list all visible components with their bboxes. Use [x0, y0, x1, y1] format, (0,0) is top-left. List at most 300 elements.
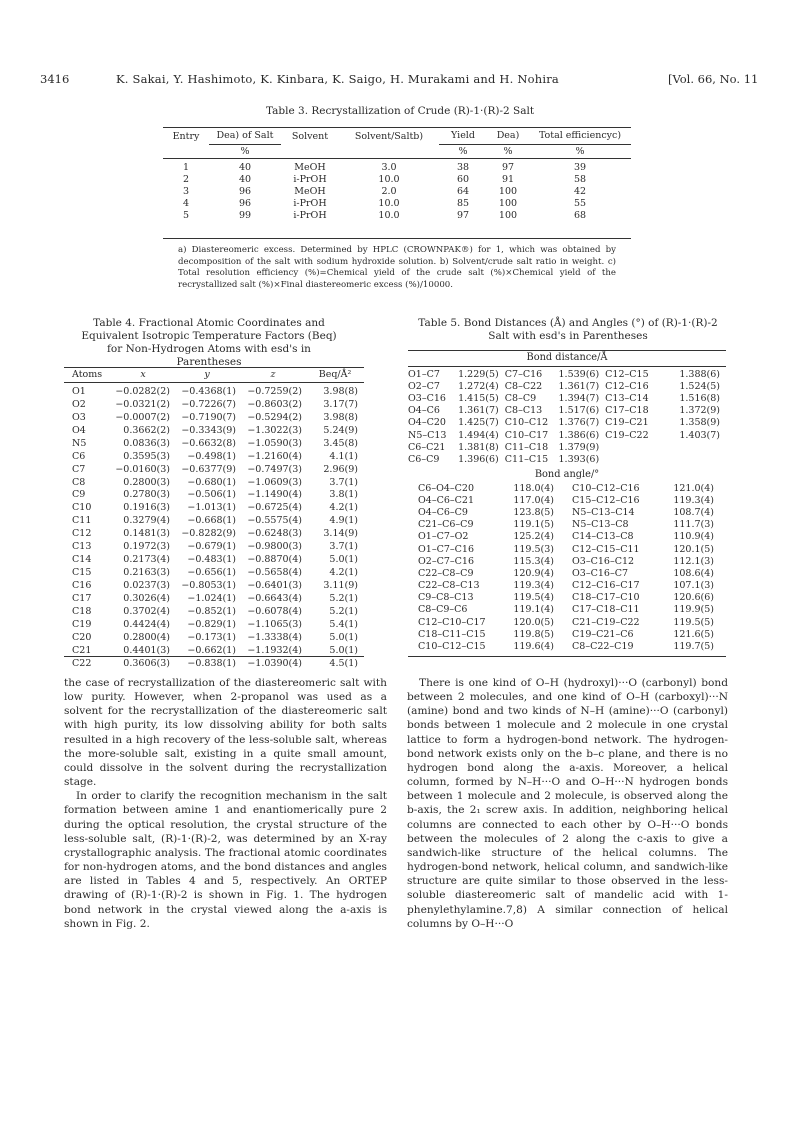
angle-label: O3–C16–C7 — [572, 567, 629, 579]
coordinate-cell: 0.3595(3) — [123, 450, 170, 462]
paragraph: the case of recrystallization of the diastereomeric salt with low purity. However, when 2-propanol was used as a solvent for the recrystallization of the diastereomeric salt with high purity, its low dissolving ability for both salts resulted in a high recovery of the less-soluble salt, whereas the more-soluble salt, existing in a quite small amount, could dissolve in the solvent during the recrystallization stage. — [64, 677, 387, 789]
table-row — [64, 566, 364, 579]
body-left-column — [64, 676, 387, 931]
table-row — [64, 618, 364, 631]
bond-label: C8–C22 — [504, 380, 543, 392]
angle-value: 119.8(5) — [513, 628, 554, 640]
angle-value: 112.1(3) — [673, 555, 714, 567]
bond-label: O4–C6 — [408, 405, 440, 417]
body-right-column — [407, 676, 728, 931]
coordinate-cell: 3.45(8) — [323, 437, 358, 449]
angle-value: 121.0(4) — [673, 482, 714, 494]
angle-label: O3–C16–C12 — [572, 555, 635, 567]
coordinate-cell: 0.3662(2) — [123, 424, 170, 436]
atom-label: C21 — [72, 644, 92, 656]
bond-label: C11–C18 — [504, 441, 549, 453]
bond-distance: 1.372(9) — [679, 405, 720, 417]
table3-bottom-rule — [163, 238, 631, 239]
table-row — [408, 429, 726, 441]
coordinate-cell: 0.1972(3) — [123, 541, 170, 553]
angle-label: C9–C8–C13 — [418, 592, 474, 604]
coordinate-cell: −0.7497(3) — [247, 463, 302, 475]
bond-label: C6–C9 — [408, 453, 440, 465]
atom-label: C6 — [72, 450, 86, 462]
bond-label: O4–C20 — [408, 417, 446, 429]
table5-angle-heading: Bond angle/° — [534, 469, 600, 480]
coordinate-cell: −0.6401(3) — [247, 580, 302, 592]
bond-distance: 1.425(7) — [458, 417, 499, 429]
table3-footnote: a) Diastereomeric excess. Determined by HPLC (CROWNPAK®) for 1, which was obtained by decomposition of the salt with sodium hydroxide solution. b) Solvent/crude salt ratio in weight. c) Total resolution efficiency (%)=Chemical yield of the crude salt (%)×Chemical yield of the recrystallized salt (%)×Final diastereomeric excess (%)/10000. — [178, 245, 616, 291]
coordinate-cell: 3.98(8) — [323, 385, 358, 397]
coordinate-cell: −0.656(1) — [187, 567, 236, 579]
table-row — [64, 411, 364, 424]
table-row: 5 99 i-PrOH 10.0 97 100 68 — [182, 209, 587, 221]
table-row — [64, 644, 364, 657]
table-row — [64, 605, 364, 618]
table-row — [64, 463, 364, 476]
table4-header-z: z — [270, 369, 276, 381]
bond-label: O2–C7 — [408, 380, 440, 392]
coordinate-cell: 5.0(1) — [329, 631, 358, 643]
coordinate-cell: 3.7(1) — [329, 541, 358, 553]
coordinate-cell: −1.3022(3) — [247, 424, 302, 436]
coordinate-cell: −0.483(1) — [187, 554, 236, 566]
table-row — [64, 579, 364, 592]
table-row — [418, 555, 718, 567]
coordinate-cell: −0.5575(4) — [247, 515, 302, 527]
angle-label: C21–C6–C9 — [418, 519, 474, 531]
table3-unit-yield: % — [439, 144, 487, 158]
atom-label: C8 — [72, 476, 86, 488]
coordinate-cell: −0.0160(3) — [115, 463, 170, 475]
coordinate-cell: 0.1916(3) — [123, 502, 170, 514]
coordinate-cell: 4.1(1) — [329, 450, 358, 462]
coordinate-cell: −0.852(1) — [187, 605, 236, 617]
coordinate-cell: −0.8870(4) — [247, 554, 302, 566]
coordinate-cell: 4.2(1) — [329, 502, 358, 514]
coordinate-cell: −0.8603(2) — [247, 398, 302, 410]
table4-header-y: y — [204, 369, 210, 381]
table-row — [64, 527, 364, 540]
coordinate-cell: −0.680(1) — [187, 476, 236, 488]
atom-label: C19 — [72, 618, 92, 630]
coordinate-cell: −0.7190(7) — [181, 411, 236, 423]
angle-value: 119.3(4) — [673, 494, 714, 506]
bond-label: N5–C13 — [408, 429, 447, 441]
atom-label: C15 — [72, 567, 92, 579]
angle-label: C22–C8–C13 — [418, 580, 480, 592]
coordinate-cell: −0.6377(9) — [181, 463, 236, 475]
bond-label: C13–C14 — [605, 392, 649, 404]
bond-label: C19–C22 — [605, 429, 649, 441]
angle-value: 119.5(5) — [673, 616, 714, 628]
table5-bottom-rule — [408, 656, 726, 657]
table4-header-row — [64, 368, 364, 382]
angle-value: 120.9(4) — [513, 567, 554, 579]
coordinate-cell: 3.14(9) — [323, 528, 358, 540]
coordinate-cell: 0.3606(3) — [123, 657, 170, 669]
angle-label: C19–C21–C6 — [572, 628, 634, 640]
bond-label: C7–C16 — [504, 368, 543, 380]
coordinate-cell: 0.0237(3) — [123, 580, 170, 592]
coordinate-cell: 0.2173(4) — [123, 554, 170, 566]
table3-header-solvent: Solvent — [291, 130, 329, 142]
coordinate-cell: 0.2800(4) — [123, 631, 170, 643]
coordinate-cell: −0.7226(7) — [181, 398, 236, 410]
coordinate-cell: −1.1490(4) — [247, 489, 302, 501]
table-row: 2 40 i-PrOH 10.0 60 91 58 — [182, 174, 587, 186]
atom-label: C10 — [72, 502, 92, 514]
bond-distance: 1.524(5) — [679, 380, 720, 392]
bond-distance: 1.403(7) — [679, 429, 720, 441]
table-row — [418, 506, 718, 518]
table-row — [64, 476, 364, 489]
table4 — [64, 368, 364, 670]
angle-value: 107.1(3) — [673, 580, 714, 592]
table-row — [64, 553, 364, 566]
coordinate-cell: 5.0(1) — [329, 644, 358, 656]
coordinate-cell: 0.1481(3) — [123, 528, 170, 540]
angle-label: O4–C6–C9 — [418, 506, 468, 518]
table5-distances — [408, 368, 726, 466]
bond-distance: 1.516(8) — [679, 392, 720, 404]
angle-label: O1–C7–O2 — [418, 531, 469, 543]
angle-value: 115.3(4) — [513, 555, 554, 567]
coordinate-cell: 5.2(1) — [329, 592, 358, 604]
table-row: 4 96 i-PrOH 10.0 85 100 55 — [182, 197, 587, 209]
angle-value: 120.6(6) — [673, 592, 714, 604]
table3-header-row — [163, 128, 631, 144]
table-row — [418, 494, 718, 506]
coordinate-cell: 0.0836(3) — [123, 437, 170, 449]
coordinate-cell: −0.0282(2) — [115, 385, 170, 397]
angle-value: 119.1(5) — [513, 519, 554, 531]
angle-label: C8–C9–C6 — [418, 604, 468, 616]
angle-label: C6–O4–C20 — [418, 482, 475, 494]
coordinate-cell: 0.3702(4) — [123, 605, 170, 617]
bond-label: C12–C15 — [605, 368, 649, 380]
paragraph: In order to clarify the recognition mechanism in the salt formation between amine 1 and enantiomerically pure 2 during the optical resolution, the crystal structure of the less-soluble salt, (R)-1·(R)-2, was determined by an X-ray crystallographic analysis. The fractional atomic coordinates for non-hydrogen atoms, and the bond distances and angles are listed in Tables 4 and 5, respectively. An ORTEP drawing of (R)-1·(R)-2 is shown in Fig. 1. The hydrogen bond network in the crystal viewed along the a-axis is shown in Fig. 2. — [64, 790, 387, 930]
coordinate-cell: −1.1932(4) — [247, 644, 302, 656]
bond-label: O3–C16 — [408, 392, 446, 404]
coordinate-cell: −0.8053(1) — [181, 580, 236, 592]
table4-header-atoms: Atoms — [72, 369, 103, 381]
angle-value: 119.5(4) — [513, 592, 554, 604]
atom-label: C11 — [72, 515, 92, 527]
table-row — [408, 380, 726, 392]
coordinate-cell: 0.2780(3) — [123, 489, 170, 501]
angle-label: C15–C12–C16 — [572, 494, 640, 506]
coordinate-cell: 0.4424(4) — [123, 618, 170, 630]
coordinate-cell: −1.013(1) — [187, 502, 236, 514]
coordinate-cell: −1.024(1) — [187, 592, 236, 604]
bond-distance: 1.361(7) — [558, 380, 600, 392]
bond-label: C12–C16 — [605, 380, 649, 392]
table-row — [418, 604, 718, 616]
coordinate-cell: 5.2(1) — [329, 605, 358, 617]
bond-label: C10–C17 — [504, 429, 549, 441]
angle-value: 110.9(4) — [673, 531, 714, 543]
angle-label: C12–C16–C17 — [572, 580, 640, 592]
angle-value: 119.1(4) — [513, 604, 554, 616]
coordinate-cell: 5.0(1) — [329, 554, 358, 566]
bond-distance — [660, 441, 726, 453]
coordinate-cell: −0.6632(8) — [181, 437, 236, 449]
table-row — [64, 631, 364, 644]
coordinate-cell: 0.3279(4) — [123, 515, 170, 527]
table-row — [64, 424, 364, 437]
coordinate-cell: 2.96(9) — [323, 463, 358, 475]
atom-label: C9 — [72, 489, 86, 501]
coordinate-cell: 5.24(9) — [323, 424, 358, 436]
angle-label: C17–C18–C11 — [572, 604, 640, 616]
table-row — [64, 657, 364, 670]
bond-distance: 1.539(6) — [558, 368, 600, 380]
coordinate-cell: −1.0590(3) — [247, 437, 302, 449]
bond-distance: 1.517(6) — [558, 405, 600, 417]
bond-label: C10–C12 — [504, 417, 549, 429]
atom-label: C18 — [72, 605, 92, 617]
bond-distance: 1.386(6) — [558, 429, 600, 441]
table3-header-efficiency: Total efficiencyc) — [538, 130, 622, 142]
coordinate-cell: −0.662(1) — [187, 644, 236, 656]
coordinate-cell: −0.0321(2) — [115, 398, 170, 410]
table3-caption: Table 3. Recrystallization of Crude (R)-1·(R)-2 Salt — [265, 105, 535, 117]
bond-distance: 1.229(5) — [458, 368, 499, 380]
coordinate-cell: 0.2800(3) — [123, 476, 170, 488]
coordinate-cell: −0.7259(2) — [247, 385, 302, 397]
coordinate-cell: −0.506(1) — [187, 489, 236, 501]
bond-distance: 1.394(7) — [558, 392, 600, 404]
bond-label: C6–C21 — [408, 441, 446, 453]
table4-header-beq: Beq/Å² — [318, 369, 352, 381]
coordinate-cell: 0.3026(4) — [123, 592, 170, 604]
coordinate-cell: −0.9800(3) — [247, 541, 302, 553]
angle-label: C22–C8–C9 — [418, 567, 474, 579]
table5-distance-heading: Bond distance/Å — [526, 352, 608, 363]
coordinate-cell: −1.2160(4) — [247, 450, 302, 462]
atom-label: C12 — [72, 528, 92, 540]
atom-label: O1 — [72, 385, 86, 397]
bond-distance: 1.358(9) — [679, 417, 720, 429]
coordinate-cell: 3.17(7) — [323, 398, 358, 410]
coordinate-cell: −0.173(1) — [187, 631, 236, 643]
atom-label: C7 — [72, 463, 86, 475]
angle-label: C18–C17–C10 — [572, 592, 640, 604]
table3-unit-efficiency: % — [529, 144, 631, 158]
table3-unit-de-salt: % — [209, 144, 281, 158]
bond-label: C17–C18 — [605, 405, 649, 417]
coordinate-cell: −0.3343(9) — [181, 424, 236, 436]
angle-label: C10–C12–C15 — [418, 641, 486, 653]
angle-label: N5–C13–C8 — [572, 519, 629, 531]
coordinate-cell: −0.679(1) — [187, 541, 236, 553]
angle-label: N5–C13–C14 — [572, 506, 635, 518]
coordinate-cell: 4.5(1) — [329, 657, 358, 669]
angle-label: O1–C7–C16 — [418, 543, 475, 555]
angle-label: C18–C11–C15 — [418, 628, 486, 640]
table-row — [408, 417, 726, 429]
table-row — [408, 392, 726, 404]
table-row — [418, 543, 718, 555]
table-row — [408, 405, 726, 417]
bond-label: O1–C7 — [408, 368, 440, 380]
angle-value: 119.9(5) — [673, 604, 714, 616]
table-row — [64, 437, 364, 450]
angle-value: 119.7(5) — [673, 641, 714, 653]
atom-label: C16 — [72, 580, 92, 592]
coordinate-cell: −0.829(1) — [187, 618, 236, 630]
bond-distance — [660, 453, 726, 465]
table5-top-rule — [408, 350, 726, 351]
table-row — [64, 501, 364, 514]
coordinate-cell: 3.7(1) — [329, 476, 358, 488]
running-authors: K. Sakai, Y. Hashimoto, K. Kinbara, K. Saigo, H. Murakami and H. Nohira — [116, 72, 559, 86]
table-row — [64, 540, 364, 553]
angle-label: C14–C13–C8 — [572, 531, 634, 543]
atom-label: N5 — [72, 437, 87, 449]
bond-label — [605, 441, 660, 453]
table3-header-de: Dea) — [496, 130, 520, 142]
atom-label: C20 — [72, 631, 92, 643]
table4-body — [64, 385, 364, 670]
table-row — [408, 441, 726, 453]
table-row — [64, 514, 364, 527]
angle-label: C12–C15–C11 — [572, 543, 640, 555]
bond-distance: 1.393(6) — [558, 453, 600, 465]
coordinate-cell: −0.6725(4) — [247, 502, 302, 514]
coordinate-cell: −0.6078(4) — [247, 605, 302, 617]
coordinate-cell: 4.9(1) — [329, 515, 358, 527]
table3-header-de-salt: Dea) of Salt — [216, 130, 274, 142]
coordinate-cell: 3.11(9) — [323, 580, 358, 592]
coordinate-cell: 3.8(1) — [329, 489, 358, 501]
atom-label: O3 — [72, 411, 86, 423]
table4-caption: Table 4. Fractional Atomic Coordinates and Equivalent Isotropic Temperature Factors (Beq) for Non-Hydrogen Atoms with esd's in Parentheses — [81, 317, 337, 368]
table3-header-yield: Yield — [451, 130, 475, 142]
table5-caption: Table 5. Bond Distances (Å) and Angles (°) of (R)-1·(R)-2 Salt with esd's in Parentheses — [418, 317, 718, 342]
coordinate-cell: 5.4(1) — [329, 618, 358, 630]
bond-distance: 1.415(5) — [458, 392, 499, 404]
table3-units-row — [163, 144, 631, 158]
coordinate-cell: −1.1065(3) — [247, 618, 302, 630]
bond-label: C19–C21 — [605, 417, 649, 429]
page-number: 3416 — [40, 72, 70, 86]
bond-label — [605, 453, 660, 465]
angle-label: C10–C12–C16 — [572, 482, 640, 494]
table3-unit-de: % — [487, 144, 529, 158]
coordinate-cell: −1.0609(3) — [247, 476, 302, 488]
coordinate-cell: 0.4401(3) — [123, 644, 170, 656]
paragraph: There is one kind of O–H (hydroxyl)···O (carbonyl) bond between 2 molecules, and one kind of O–H (carboxyl)···N (amine) bond and two kinds of N–H (amine)···O (carbonyl) bonds between 1 molecule and 2 molecule in one crystal lattice to form a hydrogen-bond network. The hydrogen-bond network exists only on the b–c plane, and there is no hydrogen bond along the a-axis. Moreover, a helical column, formed by N–H···O and O–H···N hydrogen bonds between 1 molecule and 2 molecule, is observed along the b-axis, the 2₁ screw axis. In addition, neighboring helical columns are connected to each other by O–H···O bonds between the molecules of 2 along the c-axis to give a sandwich-like structure of the helical columns. The hydrogen-bond network, helical column, and sandwich-like structure are quite similar to those observed in the less-soluble diastereomeric salt of mandelic acid with 1-phenylethylamine.7,8) A similar connection of helical columns by O–H···O — [407, 677, 728, 930]
atom-label: O2 — [72, 398, 86, 410]
angle-label: C12–C10–C17 — [418, 616, 486, 628]
atom-label: C13 — [72, 541, 92, 553]
bond-label: C8–C13 — [504, 405, 543, 417]
coordinate-cell: −0.8282(9) — [181, 528, 236, 540]
table-row — [418, 592, 718, 604]
table-row — [64, 398, 364, 411]
table3 — [163, 128, 631, 221]
angle-value: 125.2(4) — [513, 531, 554, 543]
table-row — [408, 453, 726, 465]
table-row — [418, 482, 718, 494]
bond-label: C11–C15 — [504, 453, 549, 465]
coordinate-cell: −0.498(1) — [187, 450, 236, 462]
table4-bottom-rule — [64, 656, 364, 657]
angle-value: 119.5(3) — [513, 543, 554, 555]
angle-value: 118.0(4) — [513, 482, 554, 494]
bond-distance: 1.494(4) — [458, 429, 499, 441]
table-row — [418, 567, 718, 579]
coordinate-cell: −1.0390(4) — [247, 657, 302, 669]
bond-distance: 1.379(9) — [558, 441, 600, 453]
angle-label: O4–C6–C21 — [418, 494, 475, 506]
atom-label: C22 — [72, 657, 92, 669]
coordinate-cell: −0.6248(3) — [247, 528, 302, 540]
bond-distance: 1.272(4) — [458, 380, 499, 392]
atom-label: C14 — [72, 554, 92, 566]
bond-distance: 1.361(7) — [458, 405, 499, 417]
coordinate-cell: −0.838(1) — [187, 657, 236, 669]
coordinate-cell: −0.0007(2) — [115, 411, 170, 423]
coordinate-cell: −0.4368(1) — [181, 385, 236, 397]
angle-value: 119.6(4) — [513, 641, 554, 653]
bond-label: C8–C9 — [504, 392, 537, 404]
angle-value: 123.8(5) — [513, 506, 554, 518]
table-row — [64, 450, 364, 463]
table5-mid-rule — [408, 366, 726, 367]
table-row — [418, 531, 718, 543]
coordinate-cell: −0.5658(4) — [247, 567, 302, 579]
coordinate-cell: 3.98(8) — [323, 411, 358, 423]
angle-label: O2–C7–C16 — [418, 555, 475, 567]
bond-distance: 1.396(6) — [458, 453, 499, 465]
table4-header-x: x — [140, 369, 146, 381]
angle-value: 108.6(4) — [673, 567, 714, 579]
bond-distance: 1.381(8) — [458, 441, 499, 453]
table-row — [418, 616, 718, 628]
angle-value: 120.1(5) — [673, 543, 714, 555]
coordinate-cell: −0.5294(2) — [247, 411, 302, 423]
table3-header-entry: Entry — [172, 130, 200, 142]
angle-value: 111.7(3) — [673, 519, 714, 531]
table-row — [64, 385, 364, 398]
table-row — [418, 640, 718, 652]
table5-angles — [418, 482, 718, 653]
angle-value: 120.0(5) — [513, 616, 554, 628]
table-row — [418, 519, 718, 531]
coordinate-cell: −0.668(1) — [187, 515, 236, 527]
angle-label: C8–C22–C19 — [572, 641, 634, 653]
atom-label: C17 — [72, 592, 92, 604]
table-row: 3 96 MeOH 2.0 64 100 42 — [182, 185, 587, 197]
coordinate-cell: 0.2163(3) — [123, 567, 170, 579]
coordinate-cell: −0.6643(4) — [247, 592, 302, 604]
table-row — [418, 628, 718, 640]
bond-distance: 1.388(6) — [679, 368, 720, 380]
coordinate-cell: 4.2(1) — [329, 567, 358, 579]
angle-value: 119.3(4) — [513, 580, 554, 592]
table-row: 1 40 MeOH 3.0 38 97 39 — [182, 162, 587, 174]
table-row — [64, 489, 364, 502]
angle-value: 117.0(4) — [513, 494, 554, 506]
bond-distance: 1.376(7) — [558, 417, 600, 429]
table-row — [418, 580, 718, 592]
table3-header-ratio: Solvent/Saltb) — [354, 130, 424, 142]
atom-label: O4 — [72, 424, 86, 436]
table-row — [408, 368, 726, 380]
